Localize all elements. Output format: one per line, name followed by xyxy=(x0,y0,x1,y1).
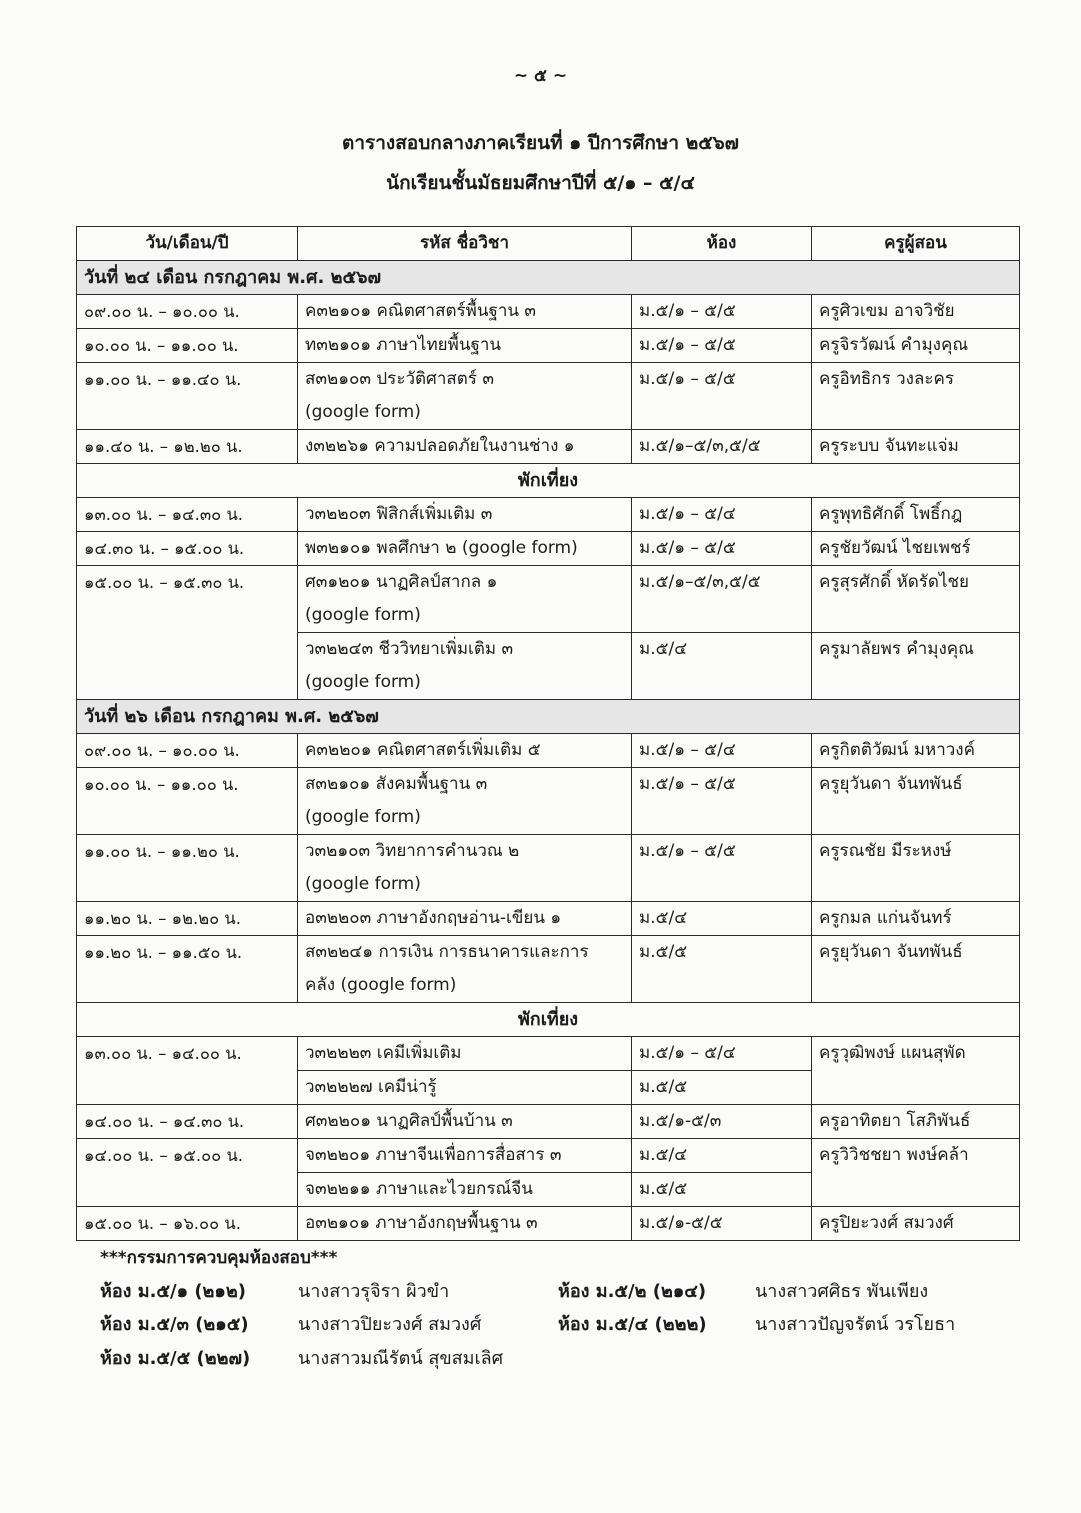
committee-room: ห้อง ม.๕/๑ (๒๑๒) xyxy=(100,1281,246,1302)
subject-cell xyxy=(298,633,632,700)
exam-schedule-table xyxy=(76,226,1020,1241)
table-row xyxy=(77,835,1020,902)
time-cell: ๑๑.๒๐ น. – ๑๒.๒๐ น. xyxy=(77,902,298,936)
committee-room: ห้อง ม.๕/๔ (๒๒๒) xyxy=(558,1314,707,1335)
room-cell: ม.๕/๑ – ๕/๕ xyxy=(632,532,812,566)
room-cell: ม.๕/๑ – ๕/๕ xyxy=(632,363,812,430)
table-row xyxy=(77,363,1020,430)
committee-name: นางสาวศศิธร พันเพียง xyxy=(755,1281,929,1302)
day-row xyxy=(77,700,1020,734)
teacher-cell: ครูวิวิชชยา พงษ์คล้า xyxy=(812,1139,1020,1207)
teacher-cell: ครูอาทิตยา โสภิพันธ์ xyxy=(812,1105,1020,1139)
room-cell: ม.๕/๑ – ๕/๕ xyxy=(632,329,812,363)
subject-cell: ศ๓๒๒๐๑ นาฏศิลป์พื้นบ้าน ๓ xyxy=(298,1105,632,1139)
room-cell: ม.๕/๑ – ๕/๕ xyxy=(632,295,812,329)
subject-line-2: (google form) xyxy=(305,402,421,422)
committee-room: ห้อง ม.๕/๓ (๒๑๕) xyxy=(100,1314,249,1335)
teacher-cell: ครูกมล แก่นจันทร์ xyxy=(812,902,1020,936)
time-cell: ๑๑.๔๐ น. – ๑๒.๒๐ น. xyxy=(77,430,298,464)
teacher-cell: ครูวุฒิพงษ์ แผนสุพัด xyxy=(812,1037,1020,1105)
committee-name: นางสาวปิยะวงศ์ สมวงศ์ xyxy=(298,1314,482,1335)
room-cell: ม.๕/๔ xyxy=(632,1139,812,1173)
teacher-cell: ครูศิวเขม อาจวิชัย xyxy=(812,295,1020,329)
room-cell: ม.๕/๑–๕/๓,๕/๕ xyxy=(632,566,812,633)
subject-line-2: (google form) xyxy=(305,874,421,894)
subject-cell xyxy=(298,768,632,835)
time-cell: ๑๑.๐๐ น. – ๑๑.๒๐ น. xyxy=(77,835,298,902)
subject-line: ส๓๒๑๐๑ สังคมพื้นฐาน ๓ xyxy=(305,774,488,794)
subject-cell xyxy=(298,566,632,633)
time-cell: ๑๐.๐๐ น. – ๑๑.๐๐ น. xyxy=(77,329,298,363)
subject-cell xyxy=(298,936,632,1003)
table-row xyxy=(77,902,1020,936)
committee-room: ห้อง ม.๕/๒ (๒๑๔) xyxy=(558,1281,707,1302)
time-cell: ๑๑.๐๐ น. – ๑๑.๔๐ น. xyxy=(77,363,298,430)
subject-cell: ว๓๒๒๒๗ เคมีน่ารู้ xyxy=(298,1071,632,1105)
time-cell: ๑๔.๐๐ น. – ๑๕.๐๐ น. xyxy=(77,1139,298,1207)
teacher-cell: ครูกิตติวัฒน์ มหาวงค์ xyxy=(812,734,1020,768)
header-teacher: ครูผู้สอน xyxy=(812,227,1020,261)
room-cell: ม.๕/๑-๕/๓ xyxy=(632,1105,812,1139)
time-cell: ๐๙.๐๐ น. – ๑๐.๐๐ น. xyxy=(77,295,298,329)
teacher-cell: ครูยุวันดา จันทพันธ์ xyxy=(812,936,1020,1003)
table-row xyxy=(77,498,1020,532)
table-row xyxy=(77,1207,1020,1241)
table-row xyxy=(77,1139,1020,1173)
table-row xyxy=(77,329,1020,363)
time-cell: ๑๔.๐๐ น. – ๑๔.๓๐ น. xyxy=(77,1105,298,1139)
subject-line: ว๓๒๒๔๓ ชีววิทยาเพิ่มเติม ๓ xyxy=(305,639,514,659)
room-cell: ม.๕/๑ – ๕/๕ xyxy=(632,835,812,902)
day-heading-1: วันที่ ๒๔ เดือน กรกฎาคม พ.ศ. ๒๕๖๗ xyxy=(77,261,1020,295)
room-cell: ม.๕/๕ xyxy=(632,936,812,1003)
time-cell: ๑๓.๐๐ น. – ๑๔.๐๐ น. xyxy=(77,1037,298,1105)
subject-cell: ค๓๒๑๐๑ คณิตศาสตร์พื้นฐาน ๓ xyxy=(298,295,632,329)
header-date: วัน/เดือน/ปี xyxy=(77,227,298,261)
table-row xyxy=(77,532,1020,566)
subject-cell: ท๓๒๑๐๑ ภาษาไทยพื้นฐาน xyxy=(298,329,632,363)
subject-cell: ว๓๒๒๒๓ เคมีเพิ่มเติม xyxy=(298,1037,632,1071)
page-number: ~ ๕ ~ xyxy=(513,66,568,86)
subject-line-2: (google form) xyxy=(305,672,421,692)
time-cell: ๑๕.๐๐ น. – ๑๕.๓๐ น. xyxy=(77,566,298,700)
teacher-cell: ครูจิรวัฒน์ คำมุงคุณ xyxy=(812,329,1020,363)
subject-cell: อ๓๒๑๐๑ ภาษาอังกฤษพื้นฐาน ๓ xyxy=(298,1207,632,1241)
document-subtitle: นักเรียนชั้นมัธยมศึกษาปีที่ ๕/๑ – ๕/๔ xyxy=(386,172,695,194)
subject-cell: ค๓๒๒๐๑ คณิตศาสตร์เพิ่มเติม ๕ xyxy=(298,734,632,768)
time-cell: ๑๑.๒๐ น. – ๑๑.๕๐ น. xyxy=(77,936,298,1003)
subject-line-2: (google form) xyxy=(305,605,421,625)
subject-line-2: คลัง (google form) xyxy=(305,975,457,995)
room-cell: ม.๕/๔ xyxy=(632,633,812,700)
subject-cell: จ๓๒๒๐๑ ภาษาจีนเพื่อการสื่อสาร ๓ xyxy=(298,1139,632,1173)
teacher-cell: ครูปิยะวงศ์ สมวงศ์ xyxy=(812,1207,1020,1241)
header-subject: รหัส ชื่อวิชา xyxy=(298,227,632,261)
time-cell: ๑๓.๐๐ น. – ๑๔.๓๐ น. xyxy=(77,498,298,532)
room-cell: ม.๕/๑ – ๕/๔ xyxy=(632,734,812,768)
lunch-break: พักเที่ยง xyxy=(77,464,1020,498)
day-row xyxy=(77,261,1020,295)
teacher-cell: ครูสุรศักดิ์ หัดรัดไชย xyxy=(812,566,1020,633)
table-row xyxy=(77,1037,1020,1071)
table-row xyxy=(77,295,1020,329)
table-row xyxy=(77,768,1020,835)
table-row xyxy=(77,430,1020,464)
subject-cell: จ๓๒๒๑๑ ภาษาและไวยกรณ์จีน xyxy=(298,1173,632,1207)
subject-line-2: (google form) xyxy=(305,807,421,827)
time-cell: ๐๙.๐๐ น. – ๑๐.๐๐ น. xyxy=(77,734,298,768)
room-cell: ม.๕/๑ – ๕/๕ xyxy=(632,768,812,835)
teacher-cell: ครูพุทธิศักดิ์ โพธิ์กฎ xyxy=(812,498,1020,532)
teacher-cell: ครูยุวันดา จันทพันธ์ xyxy=(812,768,1020,835)
teacher-cell: ครูอิทธิกร วงละคร xyxy=(812,363,1020,430)
teacher-cell: ครูชัยวัฒน์ ไชยเพชร์ xyxy=(812,532,1020,566)
room-cell: ม.๕/๕ xyxy=(632,1071,812,1105)
committee-name: นางสาวมณีรัตน์ สุขสมเลิศ xyxy=(298,1348,504,1369)
room-cell: ม.๕/๑–๕/๓,๕/๕ xyxy=(632,430,812,464)
break-row xyxy=(77,464,1020,498)
room-cell: ม.๕/๑ – ๕/๔ xyxy=(632,498,812,532)
table-row xyxy=(77,566,1020,633)
subject-cell: ง๓๒๒๖๑ ความปลอดภัยในงานช่าง ๑ xyxy=(298,430,632,464)
subject-line: ศ๓๑๒๐๑ นาฏศิลป์สากล ๑ xyxy=(305,572,498,592)
lunch-break: พักเที่ยง xyxy=(77,1003,1020,1037)
subject-cell xyxy=(298,363,632,430)
room-cell: ม.๕/๑ – ๕/๔ xyxy=(632,1037,812,1071)
subject-line: ส๓๒๑๐๓ ประวัติศาสตร์ ๓ xyxy=(305,369,494,389)
teacher-cell: ครูมาลัยพร คำมุงคุณ xyxy=(812,633,1020,700)
room-cell: ม.๕/๕ xyxy=(632,1173,812,1207)
room-cell: ม.๕/๔ xyxy=(632,902,812,936)
subject-cell xyxy=(298,835,632,902)
header-room: ห้อง xyxy=(632,227,812,261)
subject-cell: อ๓๒๒๐๓ ภาษาอังกฤษอ่าน-เขียน ๑ xyxy=(298,902,632,936)
subject-cell: ว๓๒๒๐๓ ฟิสิกส์เพิ่มเติม ๓ xyxy=(298,498,632,532)
table-row xyxy=(77,936,1020,1003)
time-cell: ๑๕.๐๐ น. – ๑๖.๐๐ น. xyxy=(77,1207,298,1241)
subject-line: ส๓๒๒๔๑ การเงิน การธนาคารและการ xyxy=(305,942,589,962)
teacher-cell: ครูรณชัย มีระหงษ์ xyxy=(812,835,1020,902)
break-row xyxy=(77,1003,1020,1037)
committee-room: ห้อง ม.๕/๕ (๒๒๗) xyxy=(100,1348,251,1369)
table-row xyxy=(77,734,1020,768)
subject-cell: พ๓๒๑๐๑ พลศึกษา ๒ (google form) xyxy=(298,532,632,566)
committee-name: นางสาวรุจิรา ผิวขำ xyxy=(298,1281,450,1302)
day-heading-2: วันที่ ๒๖ เดือน กรกฎาคม พ.ศ. ๒๕๖๗ xyxy=(77,700,1020,734)
room-cell: ม.๕/๑-๕/๕ xyxy=(632,1207,812,1241)
subject-line: ว๓๒๑๐๓ วิทยาการคำนวณ ๒ xyxy=(305,841,520,861)
time-cell: ๑๔.๓๐ น. – ๑๕.๐๐ น. xyxy=(77,532,298,566)
table-header-row xyxy=(77,227,1020,261)
table-row xyxy=(77,1105,1020,1139)
document-title: ตารางสอบกลางภาคเรียนที่ ๑ ปีการศึกษา ๒๕๖๗ xyxy=(342,132,739,154)
committee-title: ***กรรมการควบคุมห้องสอบ*** xyxy=(100,1248,338,1268)
committee-name: นางสาวปัญจรัตน์ วรโยธา xyxy=(755,1314,956,1335)
teacher-cell: ครูระบบ จันทะแจ่ม xyxy=(812,430,1020,464)
time-cell: ๑๐.๐๐ น. – ๑๑.๐๐ น. xyxy=(77,768,298,835)
